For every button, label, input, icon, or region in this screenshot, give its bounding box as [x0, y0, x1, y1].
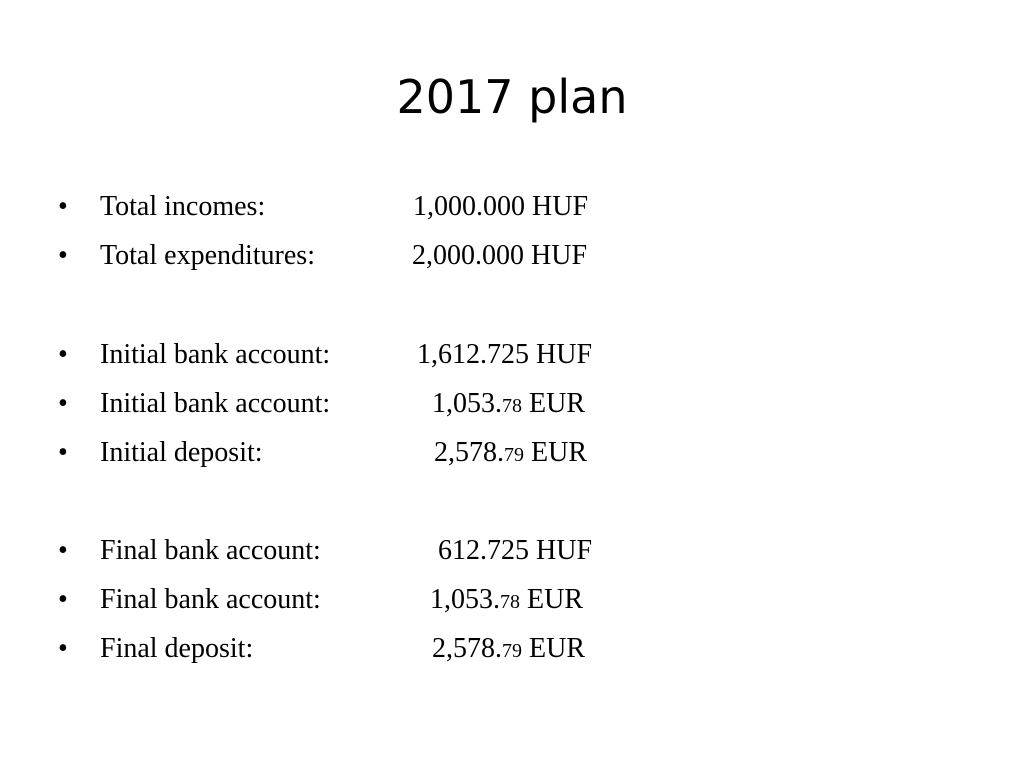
item-value [413, 187, 588, 227]
item-label: Initial bank account: [100, 388, 331, 419]
value-number: 1,000.000 [413, 191, 525, 222]
item-label: Final bank account: [100, 584, 321, 615]
bullet-icon: • [58, 240, 68, 271]
value-decimals: 78 [500, 591, 520, 613]
value-number: 1,053. [432, 388, 502, 419]
value-unit: EUR [529, 633, 585, 664]
bullet-icon: • [58, 584, 68, 615]
value-decimals: 79 [502, 640, 522, 662]
value-unit: EUR [527, 584, 583, 615]
value-decimals: 78 [502, 395, 522, 417]
value-unit: HUF [536, 535, 593, 566]
value-unit: HUF [531, 240, 588, 271]
item-value [432, 384, 585, 426]
item-value [412, 236, 587, 276]
item-value [434, 433, 587, 475]
value-unit: HUF [536, 339, 593, 370]
value-number: 1,053. [430, 584, 500, 615]
value-number: 2,578. [432, 633, 502, 664]
item-label: Initial deposit: [100, 437, 263, 468]
value-unit: EUR [529, 388, 585, 419]
value-unit: HUF [532, 191, 589, 222]
item-label: Total incomes: [100, 191, 266, 222]
item-label: Total expenditures: [100, 240, 315, 271]
value-unit: EUR [531, 437, 587, 468]
value-number: 1,612.725 [417, 339, 529, 370]
value-number: 2,000.000 [412, 240, 524, 271]
item-value [432, 629, 585, 671]
bullet-icon: • [58, 191, 68, 222]
bullet-icon: • [58, 633, 68, 664]
value-decimals: 79 [504, 444, 524, 466]
bullet-icon: • [58, 437, 68, 468]
bullet-icon: • [58, 535, 68, 566]
item-value [438, 531, 592, 571]
value-number: 2,578. [434, 437, 504, 468]
item-label: Initial bank account: [100, 339, 331, 370]
bullet-icon: • [58, 388, 68, 419]
item-value [430, 580, 583, 622]
bullet-icon: • [58, 339, 68, 370]
value-number: 612.725 [438, 535, 529, 566]
slide-title: 2017 plan [396, 70, 628, 124]
item-label: Final bank account: [100, 535, 321, 566]
item-label: Final deposit: [100, 633, 254, 664]
item-value [417, 335, 592, 375]
